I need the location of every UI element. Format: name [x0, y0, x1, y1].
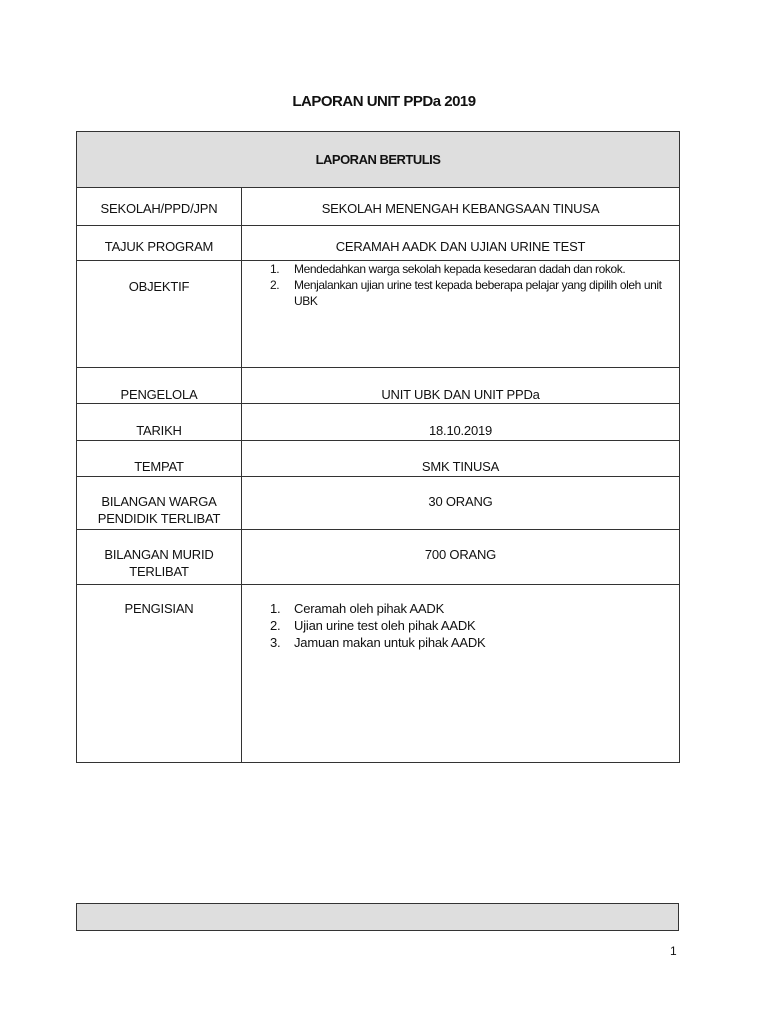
value-tajuk: CERAMAH AADK DAN UJIAN URINE TEST	[335, 239, 586, 254]
value-tempat: SMK TINUSA	[421, 459, 500, 474]
list-number: 2.	[270, 618, 281, 633]
table-row-warga	[77, 477, 680, 530]
table-header: LAPORAN BERTULIS	[77, 132, 680, 188]
label-warga-line1: BILANGAN WARGA	[101, 494, 217, 509]
report-table	[76, 131, 680, 763]
value-pengelola: UNIT UBK DAN UNIT PPDa	[381, 387, 540, 402]
list-number: 1.	[270, 601, 281, 616]
list-item	[242, 600, 679, 617]
table-row-pengisian	[77, 585, 680, 763]
table-row-tarikh	[77, 404, 680, 441]
list-text: Ujian urine test oleh pihak AADK	[294, 618, 476, 633]
table-row-objektif	[77, 261, 680, 368]
label-murid-line1: BILANGAN MURID	[104, 547, 214, 562]
label-tajuk: TAJUK PROGRAM	[104, 239, 214, 254]
list-text: Jamuan makan untuk pihak AADK	[294, 635, 486, 650]
table-row-tempat	[77, 441, 680, 477]
label-tarikh: TARIKH	[136, 423, 182, 438]
table-row-murid	[77, 530, 680, 585]
label-tempat: TEMPAT	[134, 459, 184, 474]
label-objektif: OBJEKTIF	[128, 279, 190, 294]
list-text: Mendedahkan warga sekolah kepada kesedaran dadah dan rokok.	[294, 262, 626, 276]
table-row-sekolah	[77, 188, 680, 226]
objektif-list	[242, 261, 679, 309]
label-pengelola: PENGELOLA	[120, 387, 198, 402]
value-tarikh: 18.10.2019	[428, 423, 493, 438]
list-text: Ceramah oleh pihak AADK	[294, 601, 445, 616]
label-murid-line2: TERLIBAT	[129, 564, 189, 579]
label-sekolah: SEKOLAH/PPD/JPN	[100, 201, 218, 216]
table-row-tajuk	[77, 226, 680, 261]
value-warga: 30 ORANG	[428, 494, 493, 509]
list-number: 2.	[270, 278, 280, 292]
label-pengisian: PENGISIAN	[124, 601, 194, 616]
page-number: 1	[670, 944, 677, 958]
footer-shaded-bar	[76, 903, 679, 931]
list-text: Menjalankan ujian urine test kepada beberapa pelajar yang dipilih oleh unit UBK	[294, 278, 662, 308]
label-warga-line2: PENDIDIK TERLIBAT	[97, 511, 221, 526]
table-row-pengelola	[77, 368, 680, 404]
pengisian-list	[242, 585, 679, 651]
list-number: 1.	[270, 262, 280, 276]
list-number: 3.	[270, 635, 281, 650]
list-item	[242, 634, 679, 651]
value-sekolah: SEKOLAH MENENGAH KEBANGSAAN TINUSA	[321, 201, 600, 216]
list-item	[242, 617, 679, 634]
value-murid: 700 ORANG	[424, 547, 497, 562]
list-item	[242, 261, 679, 277]
document-title: LAPORAN UNIT PPDa 2019	[292, 93, 476, 110]
list-item	[242, 277, 679, 309]
